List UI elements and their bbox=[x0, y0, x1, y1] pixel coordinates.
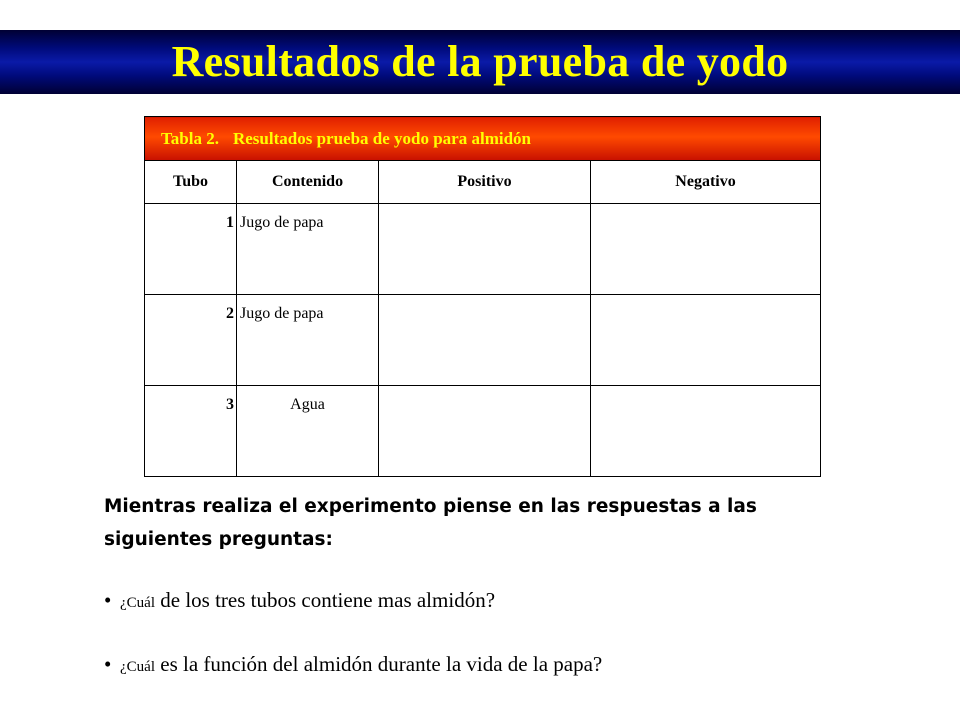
bullet-icon: • bbox=[104, 588, 112, 612]
bullet-icon: • bbox=[104, 652, 112, 676]
table-header-row bbox=[145, 161, 821, 204]
table-caption bbox=[145, 117, 821, 161]
column-header-positivo: Positivo bbox=[379, 161, 591, 204]
question-item bbox=[104, 588, 495, 613]
cell-positivo bbox=[379, 295, 591, 386]
title-banner bbox=[0, 30, 960, 94]
cell-positivo bbox=[379, 386, 591, 477]
results-table bbox=[144, 116, 821, 477]
cell-negativo bbox=[591, 295, 821, 386]
cell-tubo: 3 bbox=[145, 386, 237, 477]
table-caption-row bbox=[145, 117, 821, 161]
question-item bbox=[104, 652, 602, 677]
questions-intro: Mientras realiza el experimento piense en las respuestas a las siguientes preguntas: bbox=[104, 496, 757, 550]
column-header-negativo: Negativo bbox=[591, 161, 821, 204]
table-row bbox=[145, 386, 821, 477]
cell-contenido: Jugo de papa bbox=[237, 204, 379, 295]
question-prefix: ¿Cuál bbox=[120, 595, 155, 611]
table-caption-text: Resultados prueba de yodo para almidón bbox=[232, 128, 531, 148]
table-caption-label: Tabla 2. bbox=[161, 128, 219, 148]
column-header-contenido: Contenido bbox=[237, 161, 379, 204]
question-text: de los tres tubos contiene mas almidón? bbox=[155, 588, 496, 612]
question-prefix: ¿Cuál bbox=[120, 659, 155, 675]
cell-tubo: 1 bbox=[145, 204, 237, 295]
cell-contenido: Agua bbox=[237, 386, 379, 477]
question-text: es la función del almidón durante la vida de la papa? bbox=[155, 652, 603, 676]
table-row bbox=[145, 295, 821, 386]
cell-negativo bbox=[591, 386, 821, 477]
slide-title: Resultados de la prueba de yodo bbox=[171, 37, 789, 86]
cell-contenido: Jugo de papa bbox=[237, 295, 379, 386]
table-row bbox=[145, 204, 821, 295]
cell-negativo bbox=[591, 204, 821, 295]
cell-positivo bbox=[379, 204, 591, 295]
column-header-tubo: Tubo bbox=[145, 161, 237, 204]
cell-tubo: 2 bbox=[145, 295, 237, 386]
